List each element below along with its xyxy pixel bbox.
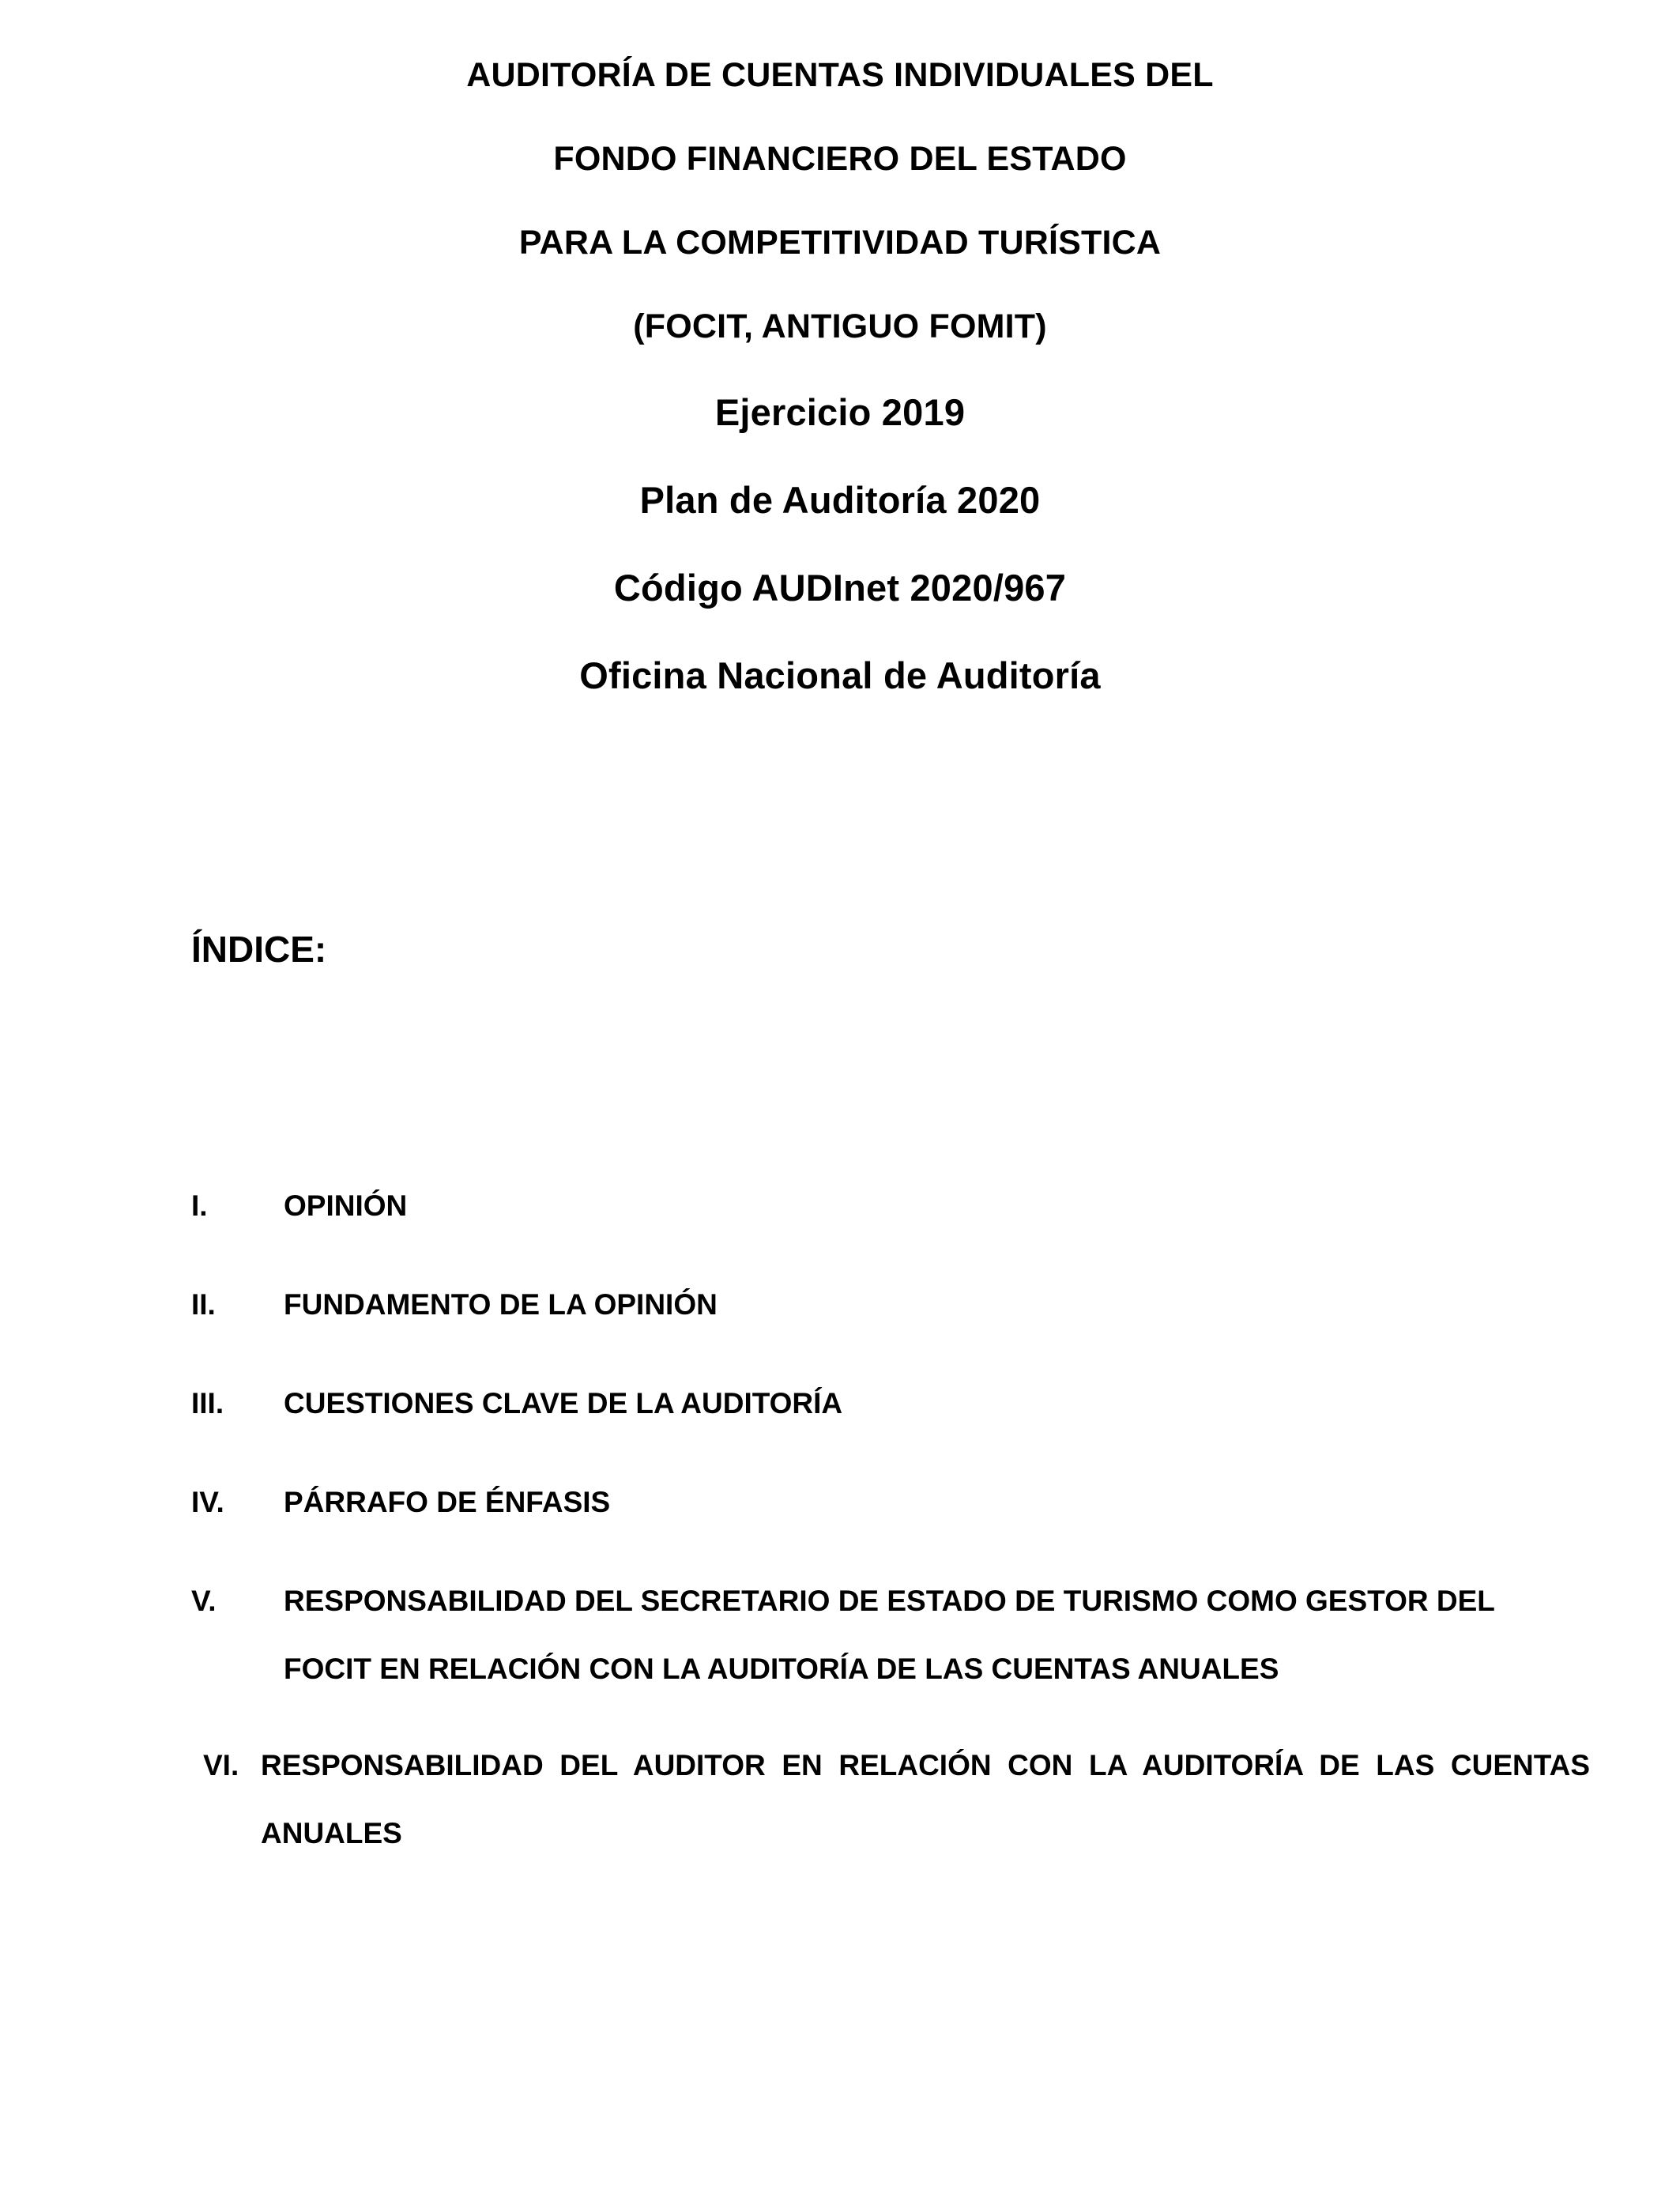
toc-number: II. [191,1288,216,1321]
toc-number: VI. [203,1749,239,1781]
toc-number: V. [191,1585,217,1617]
toc-number: I. [191,1189,208,1222]
toc-text: OPINIÓN [284,1189,408,1222]
title-line-3: PARA LA COMPETITIVIDAD TURÍSTICA [518,224,1162,262]
toc-number: III. [191,1387,224,1419]
title-line-4: (FOCIT, ANTIGUO FOMIT) [633,307,1047,345]
toc-text: RESPONSABILIDAD DEL AUDITOR EN RELACIÓN CON LA AUDITORÍA DE LAS CUENTAS ANUALES [261,1749,1590,1849]
toc-text: RESPONSABILIDAD DEL SECRETARIO DE ESTADO DE TURISMO COMO GESTOR DEL FOCIT EN RELACIÓN CON LA AUDITORÍA DE LAS CUENTAS ANUALES [284,1585,1495,1685]
title-line-1: AUDITORÍA DE CUENTAS INDIVIDUALES DEL [466,56,1214,94]
title-line-6: Plan de Auditoría 2020 [639,479,1041,521]
toc-text: FUNDAMENTO DE LA OPINIÓN [284,1288,718,1321]
index-heading: ÍNDICE: [191,929,327,970]
title-line-7: Código AUDInet 2020/967 [613,567,1067,609]
toc-text: PÁRRAFO DE ÉNFASIS [284,1486,611,1518]
toc-text: CUESTIONES CLAVE DE LA AUDITORÍA [284,1387,843,1419]
title-line-8: Oficina Nacional de Auditoría [579,654,1101,696]
document-title-block [0,57,1680,743]
toc-number: IV. [191,1486,224,1518]
title-line-2: FONDO FINANCIERO DEL ESTADO [553,140,1127,178]
title-line-5: Ejercicio 2019 [714,391,966,433]
